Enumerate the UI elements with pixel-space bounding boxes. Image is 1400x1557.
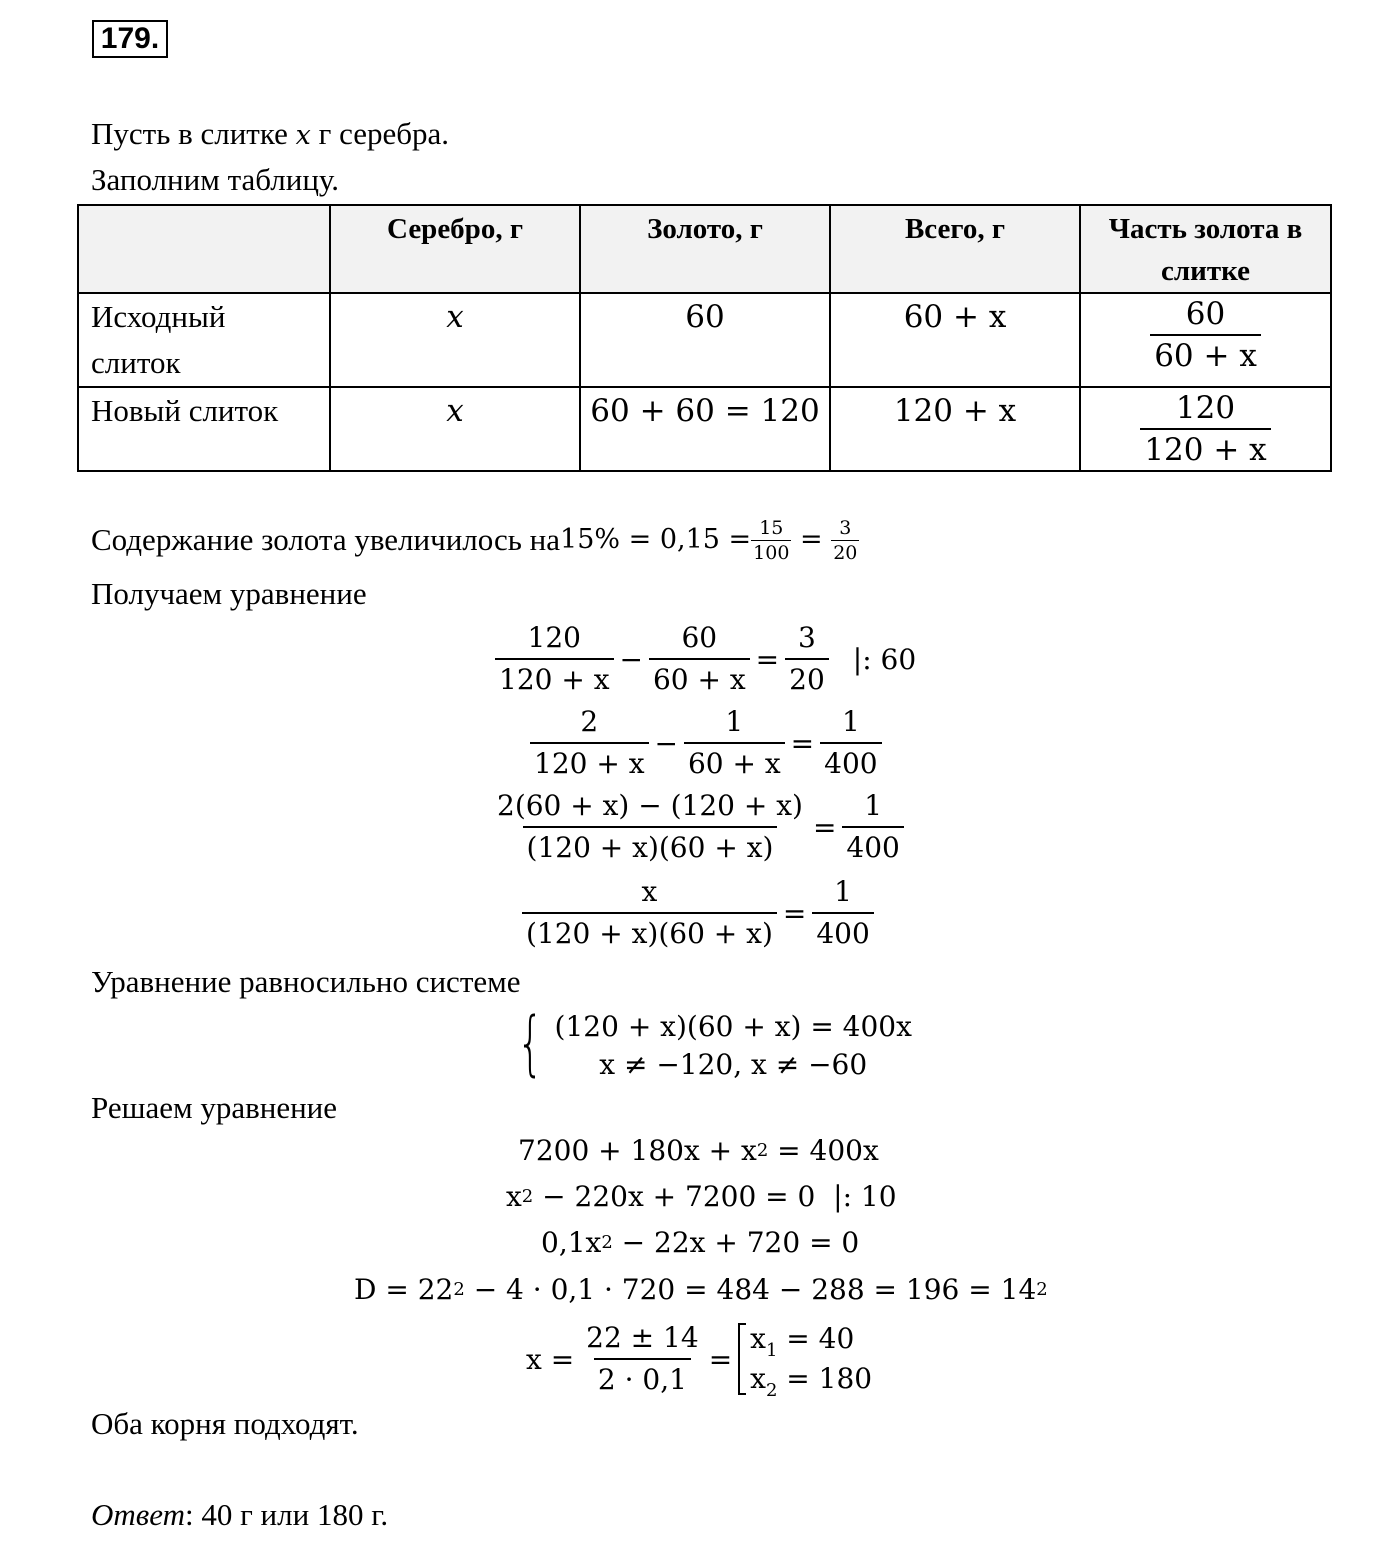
fraction-denominator: 2 · 0,1 — [594, 1358, 691, 1400]
cell-silver: x — [330, 387, 580, 471]
fraction-denominator: 120 + x — [1140, 428, 1270, 470]
answer-label: Ответ — [91, 1497, 185, 1532]
root-index: 1 — [765, 1340, 778, 1361]
fraction — [785, 618, 829, 700]
step-text-a: 7200 + 180x + x — [518, 1134, 757, 1167]
divide-note: |: 60 — [852, 642, 917, 676]
equals-sign: = — [708, 1342, 733, 1376]
cell-part — [1080, 293, 1331, 387]
cell-gold: 60 — [580, 293, 830, 387]
fraction-denominator: 20 — [833, 541, 858, 564]
fraction — [495, 618, 614, 700]
root-value: = 40 — [777, 1322, 855, 1355]
step-text-a: 0,1x — [541, 1226, 602, 1259]
equals-sign: = — [812, 810, 837, 844]
root-2 — [750, 1359, 872, 1399]
fraction-denominator: 60 + x — [684, 742, 785, 784]
increase-text: Содержание золота увеличилось на — [91, 522, 561, 557]
cell-silver: x — [330, 293, 580, 387]
fraction-denominator: 120 + x — [495, 658, 614, 700]
equals-sign: = — [755, 642, 780, 676]
increase-line — [91, 510, 859, 570]
header-cell-gold: Золото, г — [580, 205, 830, 293]
fraction-numerator: 1 — [725, 705, 744, 738]
roots-lhs: x = — [526, 1342, 575, 1376]
fraction-numerator: 3 — [798, 621, 816, 654]
fraction-numerator: 3 — [839, 516, 852, 539]
cell-part — [1080, 387, 1331, 471]
equals-sign: = — [782, 896, 807, 930]
fraction — [684, 702, 785, 784]
answer-text: : 40 г или 180 г. — [184, 1497, 389, 1532]
solution-step-2: x 2 − 220x + 7200 = 0 |: 10 — [506, 1180, 897, 1213]
minus-sign: − — [619, 642, 643, 676]
solution-step-1: 7200 + 180x + x 2 = 400x — [518, 1134, 879, 1167]
row-label: Новый слиток — [78, 387, 330, 471]
solution-step-discriminant: D = 22 2 − 4 · 0,1 · 720 = 484 − 288 = 196 = 14 2 — [354, 1273, 1048, 1306]
step-text-a: x — [506, 1180, 522, 1213]
fraction-numerator: 60 — [1185, 296, 1226, 332]
roots-set — [738, 1319, 872, 1399]
system-row-2: x ≠ −120, x ≠ −60 — [599, 1048, 868, 1081]
header-cell-silver: Серебро, г — [330, 205, 580, 293]
system-text: Уравнение равносильно системе — [91, 964, 521, 999]
root-var: x — [750, 1362, 766, 1395]
header-cell-part: Часть золота в слитке — [1080, 205, 1331, 293]
header-cell-total: Всего, г — [830, 205, 1080, 293]
fraction-numerator: 1 — [864, 789, 883, 822]
fraction — [530, 702, 649, 784]
intro-text-a: Пусть в слитке — [91, 116, 296, 151]
fraction — [493, 786, 807, 868]
root-var: x — [750, 1322, 766, 1355]
equation-4 — [522, 872, 874, 954]
root-index: 2 — [765, 1380, 778, 1401]
minus-sign: − — [654, 726, 678, 760]
fraction — [842, 786, 903, 868]
step-text-b: − 4 · 0,1 · 720 = 484 − 288 = 196 = 14 — [464, 1273, 1037, 1306]
intro-line-1 — [91, 116, 449, 154]
fraction-denominator: (120 + x)(60 + x) — [523, 826, 778, 868]
roots-fraction — [582, 1318, 703, 1400]
increase-value: 15% = 0,15 = — [560, 524, 752, 555]
row-label: Исходный слиток — [78, 293, 330, 387]
step-text-b: − 22x + 720 = 0 — [612, 1226, 860, 1259]
answer-line — [91, 1497, 388, 1533]
fraction-numerator: 2(60 + x) − (120 + x) — [497, 789, 803, 822]
fraction-numerator: x — [641, 875, 658, 908]
intro-line-2: Заполним таблицу. — [91, 162, 340, 197]
root-value: = 180 — [777, 1362, 873, 1395]
fraction-denominator: 60 + x — [1150, 334, 1261, 376]
square-bracket-icon — [738, 1323, 746, 1395]
system-row-1: (120 + x)(60 + x) = 400x — [554, 1010, 912, 1043]
part-fraction — [1150, 294, 1261, 376]
fraction-numerator: 22 ± 14 — [586, 1321, 699, 1354]
fraction-numerator: 1 — [834, 875, 852, 908]
table-header-row — [78, 205, 1331, 293]
cell-gold: 60 + 60 = 120 — [580, 387, 830, 471]
root-1 — [750, 1319, 872, 1359]
fraction-denominator: 60 + x — [649, 658, 750, 700]
fraction-denominator: 400 — [820, 742, 881, 784]
step-text-a: D = 22 — [354, 1273, 454, 1306]
data-table — [77, 204, 1332, 472]
equation-2 — [530, 702, 882, 784]
fraction — [812, 872, 873, 954]
fraction — [820, 702, 881, 784]
fraction-numerator: 120 — [527, 621, 581, 654]
fraction-denominator: 400 — [842, 826, 903, 868]
fraction-3-20 — [831, 516, 859, 565]
fraction-denominator: 20 — [785, 658, 829, 700]
roots-list — [750, 1319, 872, 1399]
intro-var: x — [295, 120, 311, 151]
cell-total: 120 + x — [830, 387, 1080, 471]
header-cell-empty — [78, 205, 330, 293]
system-rows — [555, 1008, 912, 1084]
intro-text-b: г серебра. — [310, 116, 450, 151]
solution-roots — [526, 1318, 872, 1400]
equation-1 — [495, 618, 916, 700]
both-roots-text: Оба корня подходят. — [91, 1406, 359, 1441]
part-fraction — [1140, 388, 1270, 470]
fraction-numerator: 2 — [580, 705, 599, 738]
fraction-denominator: 100 — [753, 541, 790, 564]
fraction-15-100 — [751, 516, 791, 565]
fraction — [522, 872, 777, 954]
table-row — [78, 387, 1331, 471]
equation-3 — [493, 786, 904, 868]
equals-sign: = — [790, 726, 815, 760]
problem-number: 179. — [92, 20, 168, 58]
equation-system — [508, 1002, 912, 1084]
solution-step-3: 0,1x 2 − 22x + 720 = 0 — [541, 1226, 860, 1259]
solve-text: Решаем уравнение — [91, 1090, 338, 1125]
fraction-denominator: (120 + x)(60 + x) — [522, 912, 777, 954]
step-text-b: − 220x + 7200 = 0 |: 10 — [533, 1180, 897, 1213]
fraction-denominator: 400 — [812, 912, 873, 954]
cell-total: 60 + x — [830, 293, 1080, 387]
fraction-denominator: 120 + x — [530, 742, 649, 784]
fraction — [649, 618, 750, 700]
get-equation-text: Получаем уравнение — [91, 576, 367, 611]
fraction-numerator: 60 — [681, 621, 718, 654]
fraction-numerator: 1 — [841, 705, 860, 738]
equals-sign: = — [791, 524, 832, 555]
fraction-numerator: 15 — [759, 516, 784, 539]
step-text-b: = 400x — [768, 1134, 879, 1167]
fraction-numerator: 120 — [1175, 390, 1236, 426]
table-row — [78, 293, 1331, 387]
left-brace-icon: { — [516, 1002, 544, 1084]
